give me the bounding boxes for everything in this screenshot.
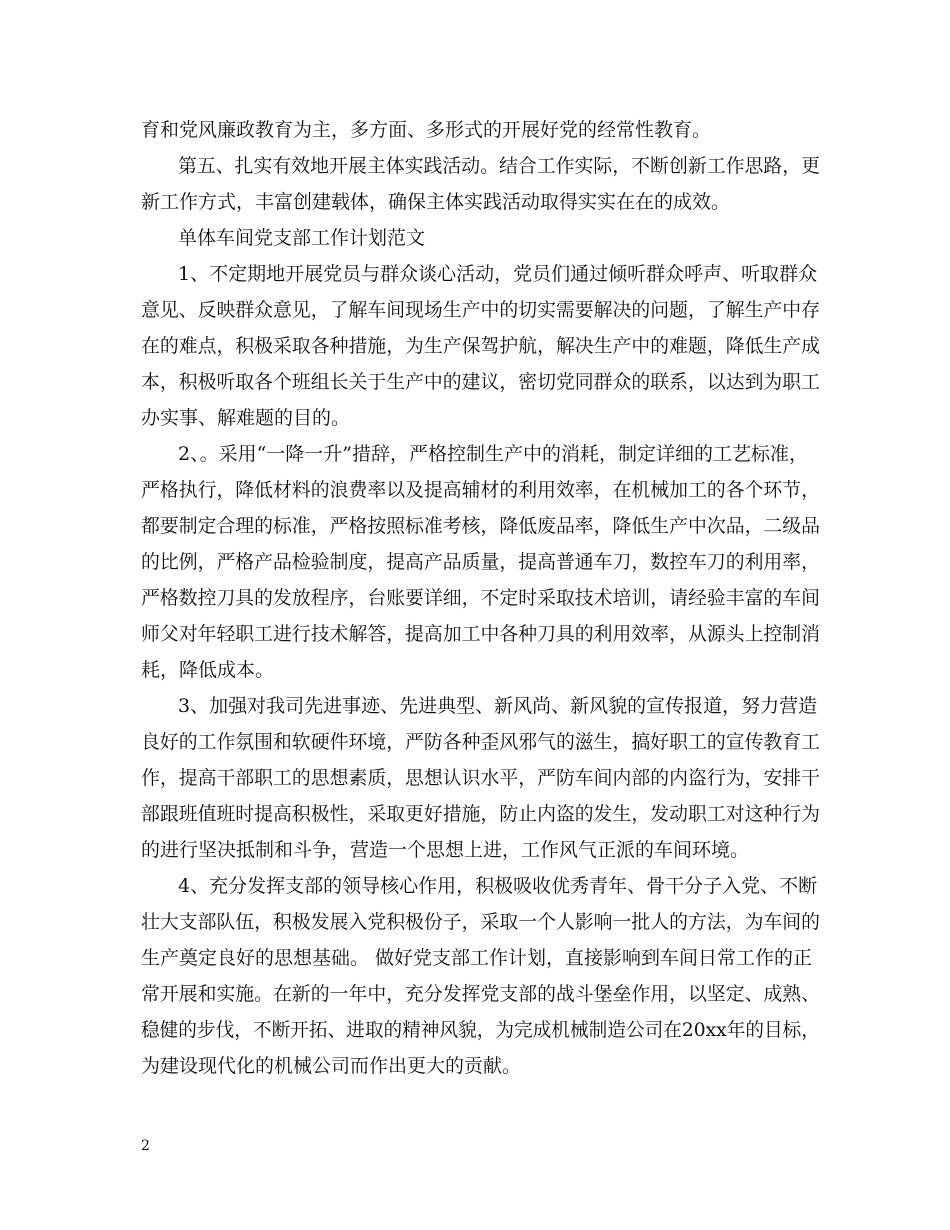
- text-line-content: 常开展和实施。在新的一年中，充分发挥党支部的战斗堡垒作用，以坚定、成熟、: [141, 983, 821, 1005]
- text-line: [0, 940, 950, 976]
- text-line-content: 意见、反映群众意见，了解车间现场生产中的切实需要解决的问题，了解生产中存: [141, 299, 821, 321]
- text-line-content: 办实事、解难题的目的。: [141, 407, 351, 429]
- text-line-content: 1、不定期地开展党员与群众谈心活动，党员们通过倾听群众呼声、听取群众: [178, 263, 818, 285]
- text-line: [0, 400, 950, 436]
- text-line-content: 在的难点，积极采取各种措施，为生产保驾护航，解决生产中的难题，降低生产成: [141, 335, 821, 357]
- text-line-content: 育和党风廉政教育为主，多方面、多形式的开展好党的经常性教育。: [141, 119, 712, 141]
- text-line-content: 耗，降低成本。: [141, 659, 275, 681]
- text-line-content: 都要制定合理的标准，严格按照标准考核，降低废品率，降低生产中次品，二级品: [141, 515, 821, 537]
- text-line: [0, 580, 950, 616]
- text-line-content: 作，提高干部职工的思想素质，思想认识水平，严防车间内部的内盗行为，安排干: [141, 767, 821, 789]
- text-line-content: 的比例，严格产品检验制度，提高产品质量，提高普通车刀，数控车刀的利用率，: [141, 551, 821, 573]
- text-line-content: 3、加强对我司先进事迹、先进典型、新风尚、新风貌的宣传报道，努力营造: [178, 695, 818, 717]
- text-line: [0, 652, 950, 688]
- text-line: [0, 904, 950, 940]
- text-line-content: 部跟班值班时提高积极性，采取更好措施，防止内盗的发生，发动职工对这种行为: [141, 803, 821, 825]
- text-line: [0, 112, 950, 148]
- text-line: [0, 472, 950, 508]
- text-line-content: 2、。采用“一降一升”措辞，严格控制生产中的消耗，制定详细的工艺标准，: [178, 443, 809, 465]
- text-line: [0, 436, 950, 472]
- text-line-content: 良好的工作氛围和软硬件环境，严防各种歪风邪气的滋生，搞好职工的宣传教育工: [141, 731, 821, 753]
- text-line: [0, 688, 950, 724]
- text-line: [0, 868, 950, 904]
- text-line: [0, 220, 950, 256]
- text-line-content: 稳健的步伐，不断开拓、进取的精神风貌，为完成机械制造公司在20xx年的目标，: [141, 1019, 820, 1041]
- text-line: [0, 508, 950, 544]
- text-line: [0, 976, 950, 1012]
- text-line-content: 第五、扎实有效地开展主体实践活动。结合工作实际，不断创新工作思路，更: [178, 155, 821, 177]
- text-line: [0, 148, 950, 184]
- text-line: [0, 364, 950, 400]
- text-line: [0, 256, 950, 292]
- text-line-content: 生产奠定良好的思想基础。 做好党支部工作计划，直接影响到车间日常工作的正: [141, 947, 813, 969]
- page-number: 2: [141, 1138, 150, 1154]
- text-line: [0, 184, 950, 220]
- text-line-content: 为建设现代化的机械公司而作出更大的贡献。: [141, 1055, 522, 1077]
- text-line: [0, 760, 950, 796]
- text-line: [0, 616, 950, 652]
- text-line: [0, 832, 950, 868]
- text-line: [0, 544, 950, 580]
- text-line-content: 师父对年轻职工进行技术解答，提高加工中各种刀具的利用效率，从源头上控制消: [141, 623, 821, 645]
- text-line-content: 严格数控刀具的发放程序，台账要详细，不定时采取技术培训，请经验丰富的车间: [141, 587, 821, 609]
- text-line: [0, 796, 950, 832]
- text-line-content: 新工作方式，丰富创建载体，确保主体实践活动取得实实在在的成效。: [141, 191, 731, 213]
- text-line-content: 的进行坚决抵制和斗争，营造一个思想上进，工作风气正派的车间环境。: [141, 839, 750, 861]
- text-line: [0, 1048, 950, 1084]
- section-heading: 单体车间党支部工作计划范文: [178, 227, 426, 249]
- text-line: [0, 292, 950, 328]
- text-line: [0, 328, 950, 364]
- text-line-content: 本，积极听取各个班组长关于生产中的建议，密切党同群众的联系，以达到为职工: [141, 371, 821, 393]
- text-line-content: 壮大支部队伍，积极发展入党积极份子，采取一个人影响一批人的方法，为车间的: [141, 911, 821, 933]
- text-line-content: 严格执行，降低材料的浪费率以及提高辅材的利用效率，在机械加工的各个环节，: [141, 479, 821, 501]
- text-line: [0, 724, 950, 760]
- text-line-content: 4、充分发挥支部的领导核心作用，积极吸收优秀青年、骨干分子入党、不断: [178, 875, 818, 897]
- text-line: [0, 1012, 950, 1048]
